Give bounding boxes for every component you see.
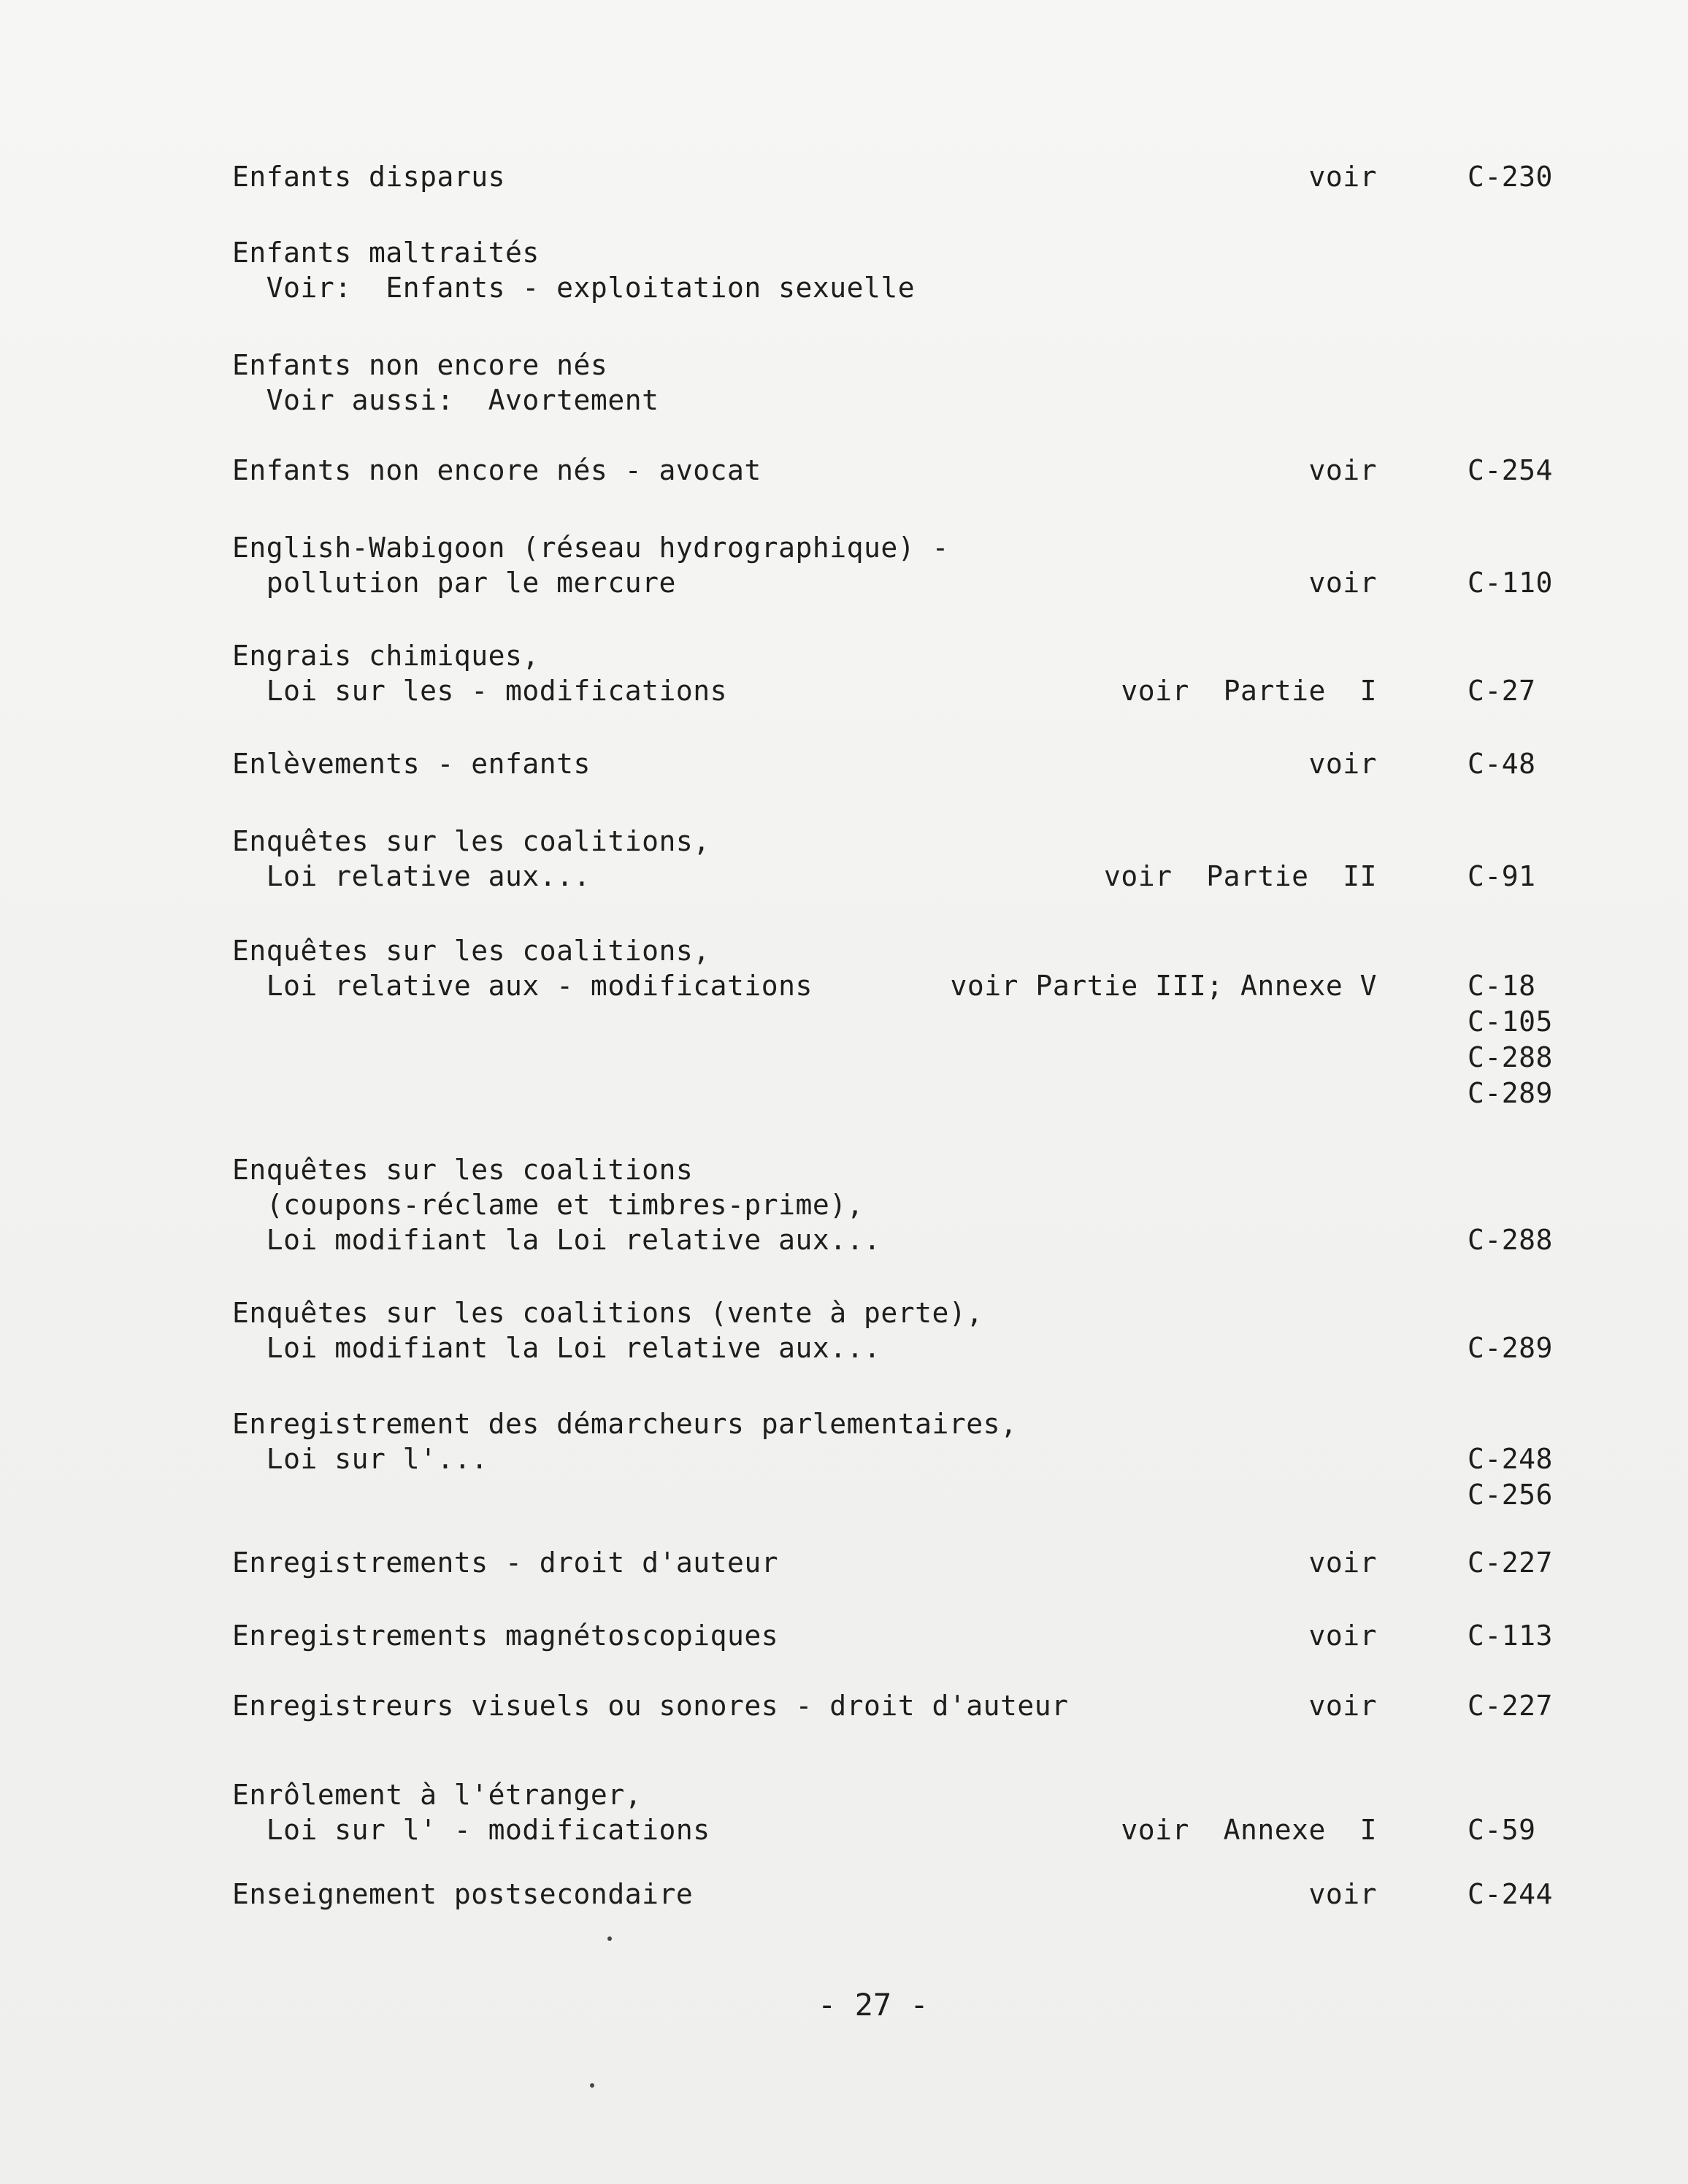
entry-heading: Enregistrement des démarcheurs parlementaires, [232,1408,1018,1440]
bill-reference: C-105 [1468,1005,1553,1038]
entry-subline: Loi relative aux... [232,860,591,892]
entry-subline: Voir: Enfants - exploitation sexuelle [232,272,916,304]
bill-reference: C-110 [1468,567,1553,599]
bill-reference: C-288 [1468,1224,1553,1256]
entry-heading: Enfants maltraités [232,237,540,269]
entry-subline: pollution par le mercure [232,567,676,599]
bill-reference: C-256 [1468,1479,1553,1511]
entry-heading: Enregistrements - droit d'auteur [232,1547,779,1579]
entry-heading: English-Wabigoon (réseau hydrographique) - [232,532,949,564]
entry-heading: Enquêtes sur les coalitions, [232,935,710,967]
entry-heading: Enfants non encore nés - avocat [232,454,761,486]
entry-heading: Enregistreurs visuels ou sonores - droit d'auteur [232,1690,1069,1722]
bill-reference: C-227 [1468,1690,1553,1722]
entry-subline: Voir aussi: Avortement [232,384,659,416]
entry-heading: Enquêtes sur les coalitions (vente à perte), [232,1297,983,1329]
entry-see-reference: voir Annexe I [1121,1814,1377,1846]
bill-reference: C-244 [1468,1878,1553,1910]
entry-see-reference: voir [1308,567,1377,599]
entry-see-reference: voir [1308,1878,1377,1910]
bill-reference: C-91 [1468,860,1536,892]
entry-heading: Enfants non encore nés [232,349,608,381]
entry-subline: Loi modifiant la Loi relative aux... [232,1224,881,1256]
entry-see-reference: voir Partie I [1121,675,1377,707]
print-speck [607,1936,612,1941]
entry-heading: Enrôlement à l'étranger, [232,1779,642,1811]
entry-heading: Enquêtes sur les coalitions, [232,825,710,857]
entry-see-reference: voir Partie III; Annexe V [950,970,1377,1002]
bill-reference: C-254 [1468,454,1553,486]
entry-subline: (coupons-réclame et timbres-prime), [232,1189,864,1221]
entry-heading: Enseignement postsecondaire [232,1878,694,1910]
entry-subline: Loi sur l'... [232,1443,488,1475]
entry-subline: Loi relative aux - modifications [232,970,813,1002]
page-number: - 27 - [818,1987,929,2023]
entry-heading: Enquêtes sur les coalitions [232,1154,694,1186]
entry-see-reference: voir [1308,161,1377,193]
bill-reference: C-27 [1468,675,1536,707]
entry-heading: Enlèvements - enfants [232,748,591,780]
bill-reference: C-59 [1468,1814,1536,1846]
entry-subline: Loi sur l' - modifications [232,1814,710,1846]
bill-reference: C-289 [1468,1332,1553,1364]
entry-subline: Loi modifiant la Loi relative aux... [232,1332,881,1364]
bill-reference: C-48 [1468,748,1536,780]
entry-heading: Enfants disparus [232,161,506,193]
print-speck [590,2083,594,2088]
bill-reference: C-248 [1468,1443,1553,1475]
entry-subline: Loi sur les - modifications [232,675,727,707]
entry-see-reference: voir Partie II [1103,860,1377,892]
bill-reference: C-289 [1468,1077,1553,1109]
entry-see-reference: voir [1308,1620,1377,1652]
entry-see-reference: voir [1308,454,1377,486]
entry-see-reference: voir [1308,748,1377,780]
entry-see-reference: voir [1308,1547,1377,1579]
bill-reference: C-288 [1468,1041,1553,1073]
bill-reference: C-227 [1468,1547,1553,1579]
entry-heading: Engrais chimiques, [232,640,540,672]
bill-reference: C-113 [1468,1620,1553,1652]
entry-see-reference: voir [1308,1690,1377,1722]
bill-reference: C-230 [1468,161,1553,193]
bill-reference: C-18 [1468,970,1536,1002]
entry-heading: Enregistrements magnétoscopiques [232,1620,779,1652]
